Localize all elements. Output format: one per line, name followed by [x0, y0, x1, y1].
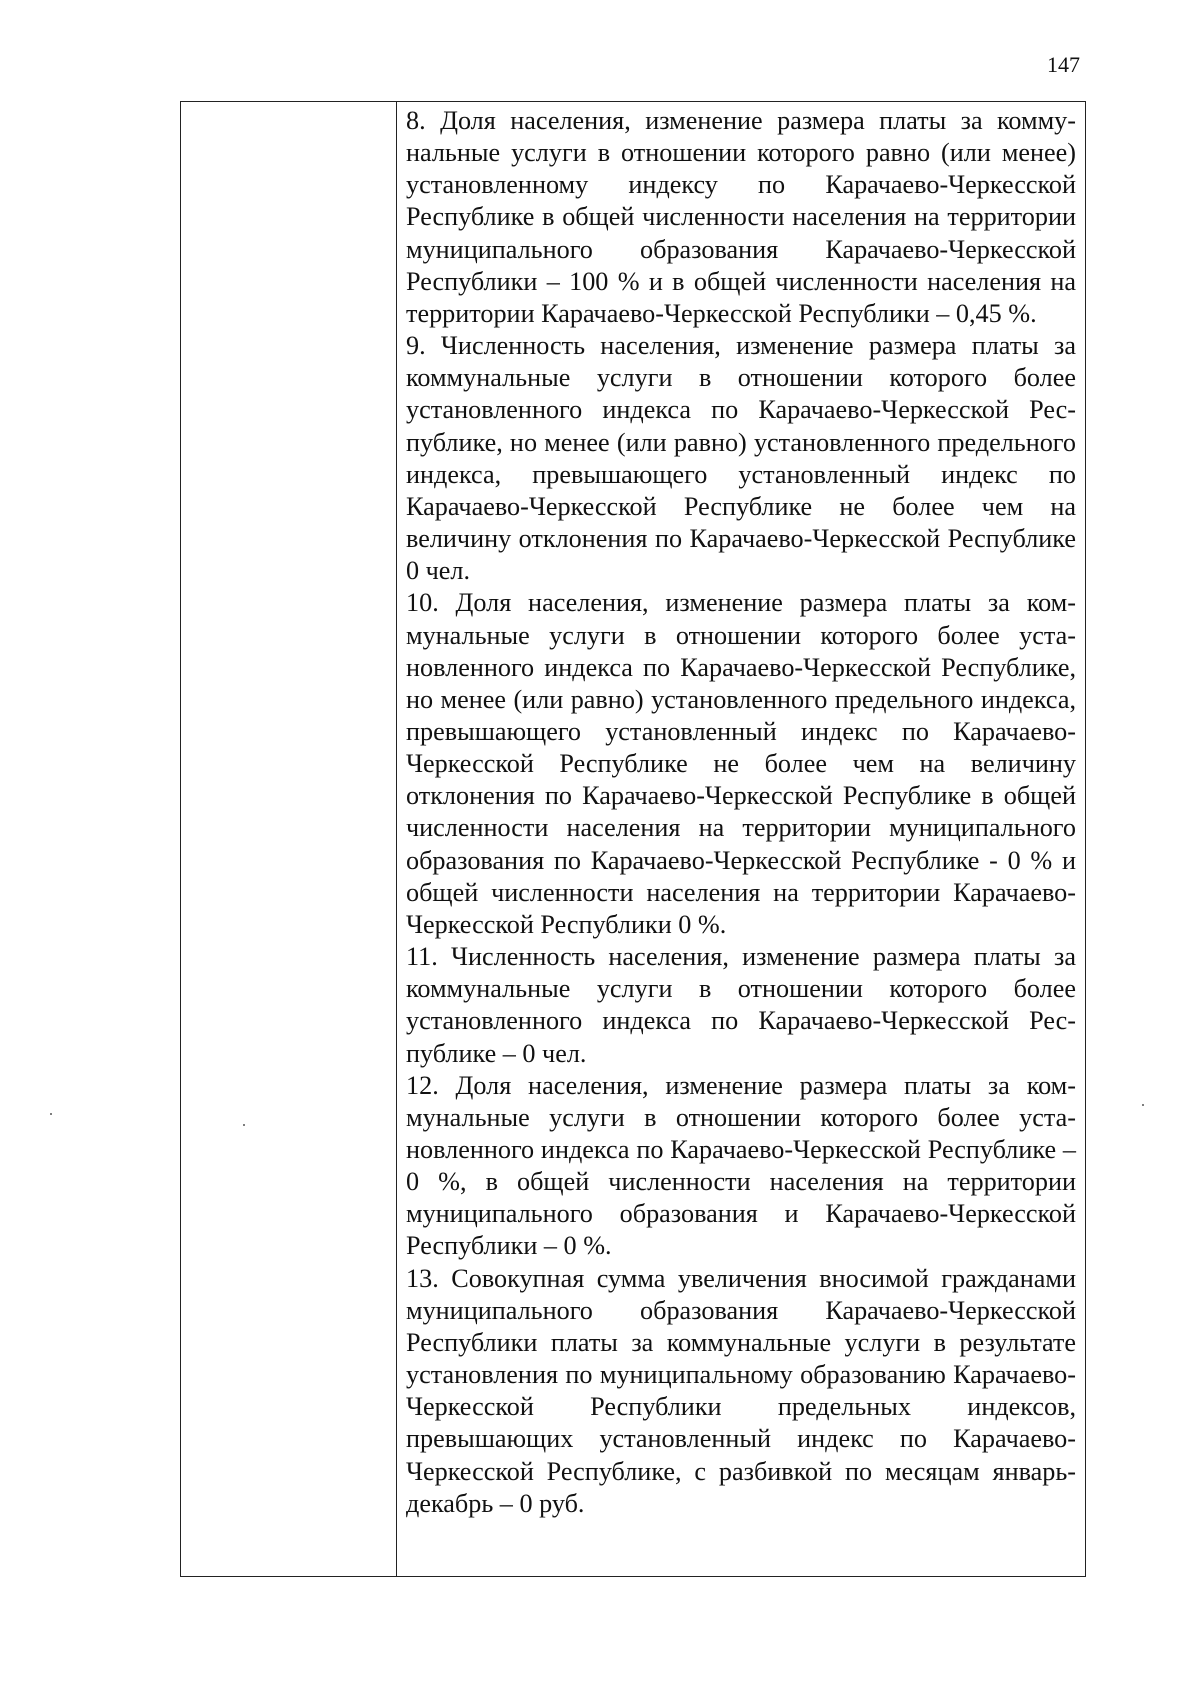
document-table — [180, 101, 1086, 1577]
table-right-cell — [397, 102, 1085, 1576]
scan-speck — [243, 1124, 245, 1126]
list-item-10: 10. Доля населения, изменение размера платы за коммунальные услуги в отношении которого более установленного индекса по Карачаево-Черкесской Республике, но менее (или равно) установленного предельного индекса, превышающего установленный индекс по Карачаево-Черкесской Республике не более чем на величину отклонения по Карачаево-Черкесской Республике в общей численности населения на территории муниципального образования по Карачаево-Черкесской Республике - 0 % и общей численности населения на территории Карачаево-Черкесской Республики 0 %. — [406, 588, 1076, 939]
list-item-13: 13. Совокупная сумма увеличения вносимой гражданами муниципального образования Карачаево-Черкесской Республики платы за коммунальные услуги в результате установления по муниципальному образованию Карачаево-Черкесской Республики предельных индексов, превышающих установленный индекс по Карачаево-Черкесской Республике, с разбивкой по месяцам январь-декабрь – 0 руб. — [406, 1263, 1076, 1518]
list-item-8: 8. Доля населения, изменение размера платы за коммунальные услуги в отношении которого равно (или менее) установленному индексу по Карачаево-Черкесской Республике в общей численности населения на территории муниципального образования Карачаево-Черкесской Республики – 100 % и в общей численности населения на территории Карачаево-Черкесской Республики – 0,45 %. — [406, 106, 1076, 328]
list-item-11: 11. Численность населения, изменение размера платы за коммунальные услуги в отношении которого более установленного индекса по Карачаево-Черкесской Республике – 0 чел. — [406, 942, 1076, 1068]
scan-speck — [50, 1113, 52, 1115]
scan-speck — [1142, 1104, 1144, 1106]
page-number: 147 — [1047, 52, 1080, 77]
list-item-9: 9. Численность населения, изменение размера платы за коммунальные услуги в отношении которого более установленного индекса по Карачаево-Черкесской Республике, но менее (или равно) установленного предельного индекса, превышающего установленный индекс по Карачаево-Черкесской Республике не более чем на величину отклонения по Карачаево-Черкесской Республике 0 чел. — [406, 331, 1076, 586]
list-item-12: 12. Доля населения, изменение размера платы за коммунальные услуги в отношении которого более установленного индекса по Карачаево-Черкесской Республике – 0 %, в общей численности населения на территории муниципального образования и Карачаево-Черкесской Республики – 0 %. — [406, 1070, 1076, 1261]
table-left-cell — [181, 102, 397, 1576]
